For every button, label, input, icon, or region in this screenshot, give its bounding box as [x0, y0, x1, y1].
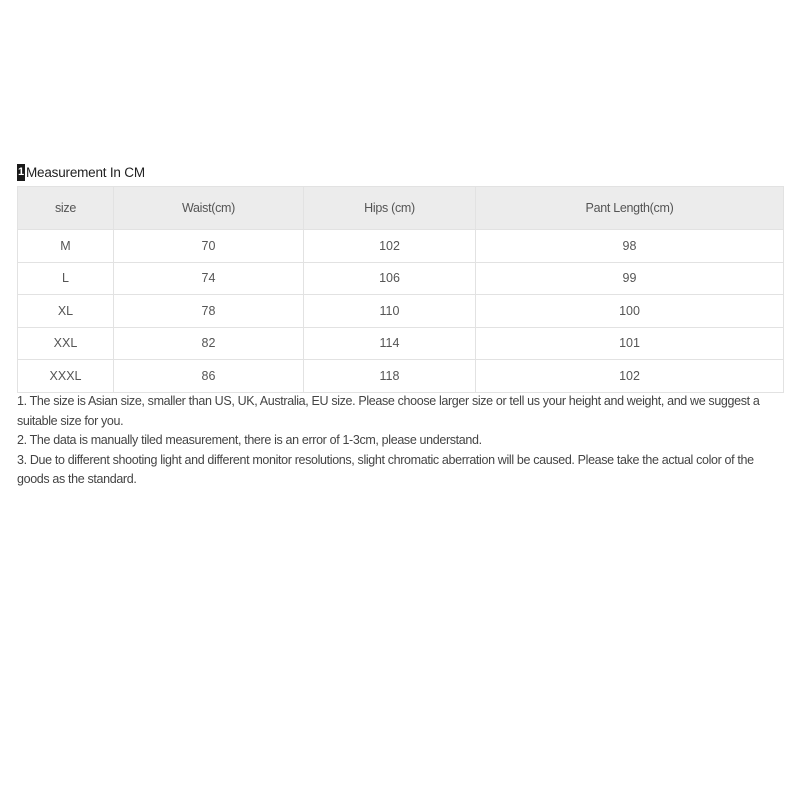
- cell-waist: 82: [114, 327, 304, 360]
- table-row: [18, 360, 784, 393]
- cell-pant-length: 99: [476, 262, 784, 295]
- note-item: 2. The data is manually tiled measurement, there is an error of 1-3cm, please understand.: [17, 433, 482, 447]
- cell-hips: 114: [304, 327, 476, 360]
- table-row: [18, 327, 784, 360]
- cell-size: XL: [18, 295, 114, 328]
- header-hips: Hips (cm): [304, 187, 476, 230]
- title-text: Measurement In CM: [26, 164, 145, 180]
- table-title: [17, 163, 145, 181]
- header-size: size: [18, 187, 114, 230]
- cell-hips: 110: [304, 295, 476, 328]
- cell-waist: 74: [114, 262, 304, 295]
- size-notes: [17, 392, 787, 490]
- cell-pant-length: 98: [476, 230, 784, 263]
- table-row: [18, 295, 784, 328]
- title-badge: 1: [17, 164, 25, 181]
- cell-pant-length: 101: [476, 327, 784, 360]
- cell-waist: 70: [114, 230, 304, 263]
- cell-waist: 86: [114, 360, 304, 393]
- cell-size: L: [18, 262, 114, 295]
- header-pant-length: Pant Length(cm): [476, 187, 784, 230]
- cell-hips: 106: [304, 262, 476, 295]
- header-waist: Waist(cm): [114, 187, 304, 230]
- cell-waist: 78: [114, 295, 304, 328]
- cell-size: XXXL: [18, 360, 114, 393]
- cell-pant-length: 100: [476, 295, 784, 328]
- cell-hips: 102: [304, 230, 476, 263]
- cell-hips: 118: [304, 360, 476, 393]
- cell-size: M: [18, 230, 114, 263]
- table-row: [18, 230, 784, 263]
- cell-size: XXL: [18, 327, 114, 360]
- cell-pant-length: 102: [476, 360, 784, 393]
- size-chart-table: [17, 186, 784, 393]
- note-item: 3. Due to different shooting light and different monitor resolutions, slight chromatic aberration will be caused. Please take the actual color of the goods as the standard.: [17, 452, 754, 486]
- table-header-row: [18, 187, 784, 230]
- table-row: [18, 262, 784, 295]
- note-item: 1. The size is Asian size, smaller than US, UK, Australia, EU size. Please choose larger size or tell us your height and weight, and we suggest a suitable size for you.: [17, 394, 760, 428]
